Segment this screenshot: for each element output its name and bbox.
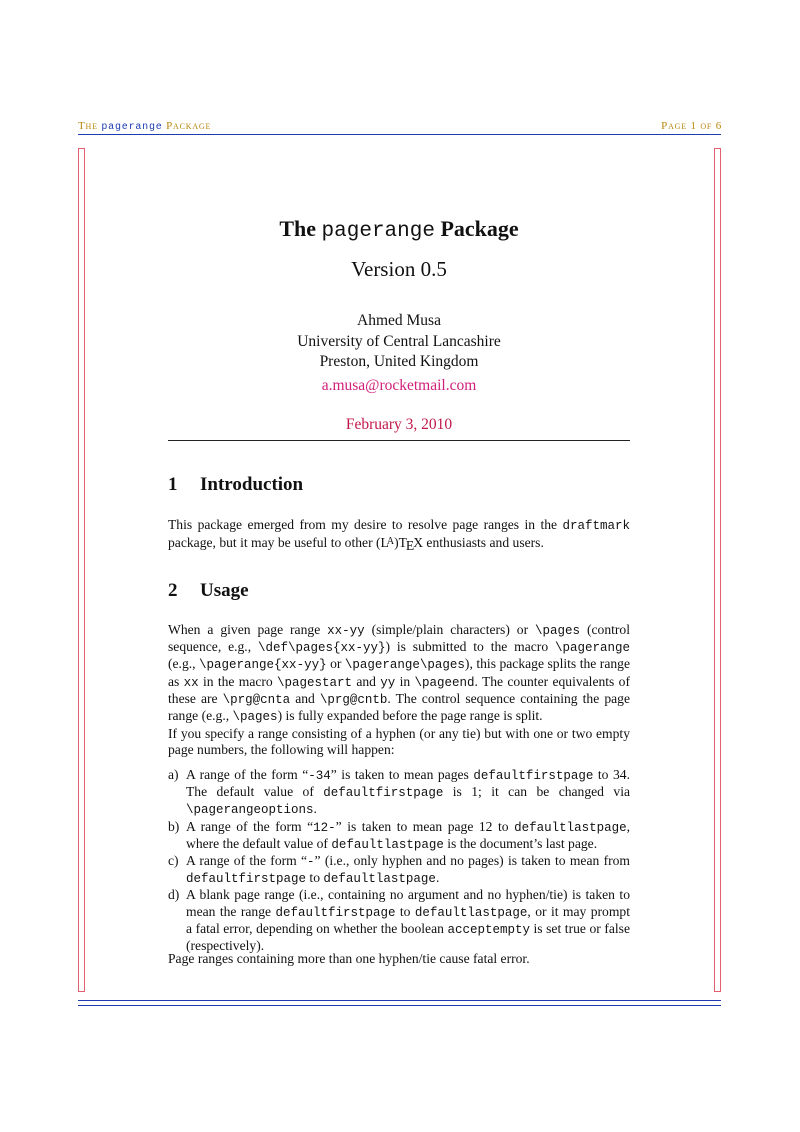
section-number: 1 [168,474,178,495]
title-post: Package [440,216,519,241]
author-block [168,311,630,373]
section-heading-usage [168,580,249,602]
usage-paragraph-1: When a given page range xx-yy (simple/plain characters) or \pages (control sequence, e.g., \def\pages{xx-yy}) is submitted to the macro \pagerange (e.g., \pagerange{xx-yy} or \pagerange\pages), this package splits the range as xx in the macro \pagestart and yy in \pageend. The counter equivalents of these are \prg@cnta and \prg@cntb. The control sequence containing the page range (e.g., \pages) is fully expanded before the page range is split. [168,622,630,725]
code-draftmark: draftmark [562,519,630,533]
intro-paragraph: This package emerged from my desire to resolve page ranges in the draftmark package, but it may be useful to other $(L^A)TEX$ enthusiasts and users. [168,517,630,554]
list-label: b) [168,818,180,834]
right-margin-bar [714,148,721,992]
footer-rule-bottom [78,1005,721,1006]
left-margin-bar [78,148,85,992]
section-heading-introduction [168,474,303,496]
author-email-link[interactable]: a.musa@rocketmail.com [321,377,477,394]
list-item: a) A range of the form “-34” is taken to mean pages defaultfirstpage to 34. The default value of defaultfirstpage is 1; it can be changed via \pagerangeoptions. [168,767,631,818]
version-line: Version 0.5 [351,257,447,281]
usage-paragraph-2: If you specify a range consisting of a hyphen (or any tie) but with one or two empty page numbers, the following will happen: [168,726,630,758]
header-word-the: The [78,120,98,132]
author-name: Ahmed Musa [357,312,441,329]
latex-logo-e: E [405,538,415,554]
empty-range-list [168,767,630,954]
document-title [168,216,630,243]
header-word-package: Package [166,120,212,132]
page-number-header: Page 1 of 6 [661,120,722,132]
section-title: Introduction [200,474,304,495]
list-label: a) [168,767,179,782]
footer-rule-top [78,1000,721,1001]
document-date: February 3, 2010 [345,416,453,433]
list-item: b) A range of the form “12-” is taken to mean page 12 to defaultlastpage, where the default value of defaultlastpage is the document’s last page. [168,818,630,852]
list-item: c) A range of the form “-” (i.e., only hyphen and no pages) is taken to mean from defaultfirstpage to defaultlastpage. [168,853,630,887]
section-number: 2 [168,580,178,601]
usage-paragraph-3: Page ranges containing more than one hyphen/tie cause fatal error. [168,951,530,966]
list-item: d) A blank page range (i.e., containing no argument and no hyphen/tie) is taken to mean the range defaultfirstpage to defaultlastpage, or it may prompt a fatal error, depending on whether the boolean acceptempty is set true or false (respectively). [168,887,631,954]
author-affiliation: University of Central Lancashire [297,332,501,350]
header-package-name: pagerange [101,122,163,133]
author-location: Preston, United Kingdom [319,353,479,370]
title-package-name: pagerange [321,220,435,243]
title-rule [168,440,630,441]
running-header-left [78,120,211,133]
latex-logo-a: A [386,536,395,548]
section-title: Usage [200,580,249,601]
list-label: c) [168,853,179,869]
header-rule [78,134,721,135]
title-pre: The [279,216,317,241]
list-label: d) [168,887,180,903]
